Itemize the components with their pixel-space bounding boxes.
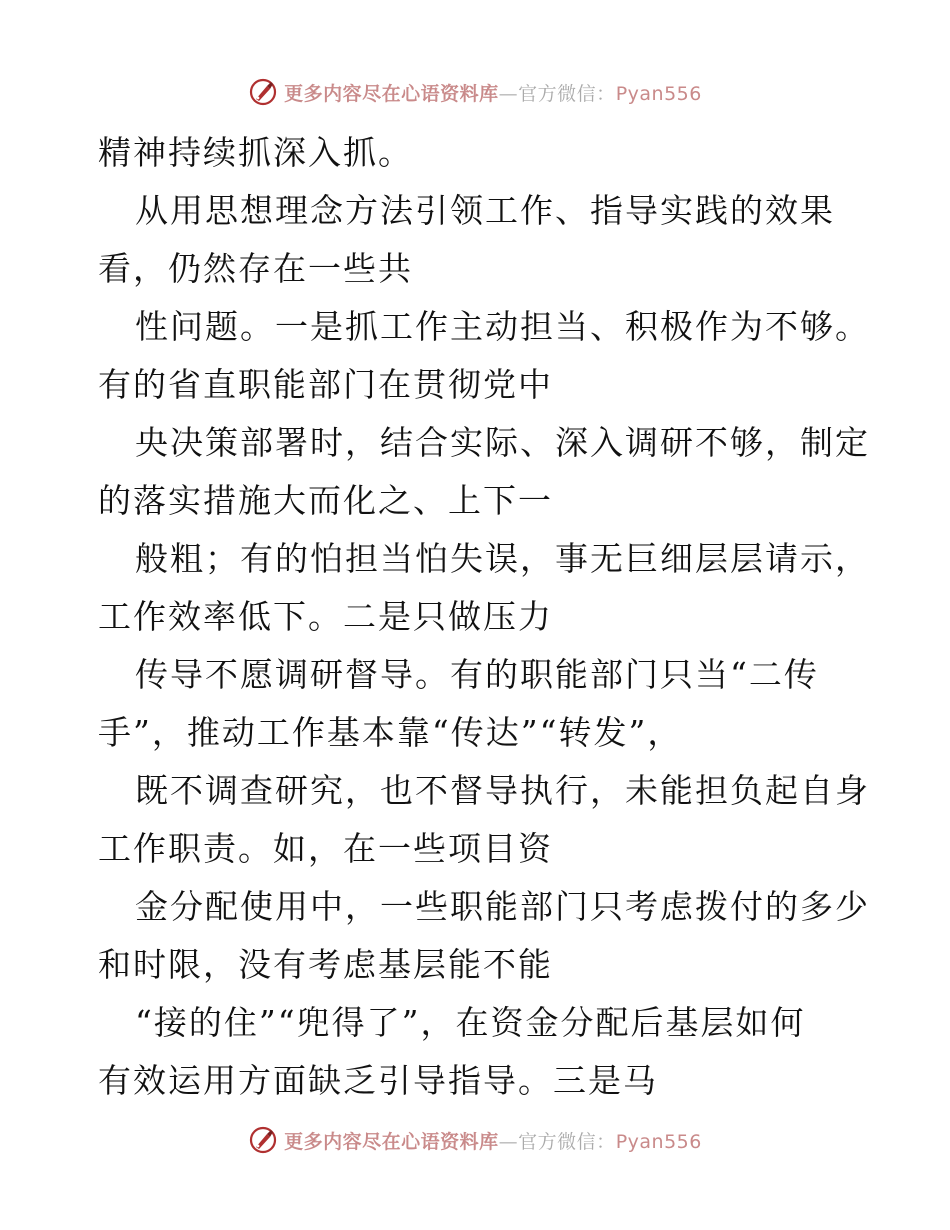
text-line: 精神持续抓深入抓。 (98, 133, 413, 172)
text-line: 的落实措施大而化之、上下一 (98, 481, 553, 520)
text-line: 金分配使用中，一些职能部门只考虑拨付的多少 (135, 887, 870, 926)
watermark-label: 官方微信： (518, 82, 616, 105)
text-line: 般粗；有的怕担当怕失误，事无巨细层层请示， (135, 539, 870, 578)
watermark-text (284, 1127, 702, 1154)
text-line: 手”，推动工作基本靠“传达”“转发”， (98, 713, 683, 752)
text-line: 既不调查研究，也不督导执行，未能担负起自身 (135, 771, 870, 810)
watermark-text (284, 79, 702, 106)
text-line: 传导不愿调研督导。有的职能部门只当“二传 (135, 655, 819, 694)
text-line: 有的省直职能部门在贯彻党中 (98, 365, 553, 404)
watermark-id: Pyan556 (615, 82, 702, 105)
pen-nib-logo-icon (248, 77, 278, 107)
watermark-id: Pyan556 (615, 1130, 702, 1153)
text-line: 央决策部署时，结合实际、深入调研不够，制定 (135, 423, 870, 462)
text-line: 性问题。一是抓工作主动担当、积极作为不够。 (135, 307, 870, 346)
text-line: 和时限，没有考虑基层能不能 (98, 945, 553, 984)
header-watermark (0, 72, 950, 112)
document-body (98, 124, 870, 1110)
watermark-dash: — (498, 1130, 519, 1153)
watermark-site: 更多内容尽在心语资料库 (284, 1130, 499, 1153)
text-line: 从用思想理念方法引领工作、指导实践的效果 (135, 191, 835, 230)
footer-watermark (0, 1120, 950, 1160)
watermark-site: 更多内容尽在心语资料库 (284, 82, 499, 105)
watermark-dash: — (498, 82, 519, 105)
text-line: 看，仍然存在一些共 (98, 249, 413, 288)
text-line: 有效运用方面缺乏引导指导。三是马 (98, 1061, 658, 1100)
watermark-label: 官方微信： (518, 1130, 616, 1153)
text-line: 工作效率低下。二是只做压力 (98, 597, 553, 636)
text-line: 工作职责。如，在一些项目资 (98, 829, 553, 868)
text-line: “接的住”“兜得了”，在资金分配后基层如何 (135, 1003, 806, 1042)
pen-nib-logo-icon (248, 1125, 278, 1155)
